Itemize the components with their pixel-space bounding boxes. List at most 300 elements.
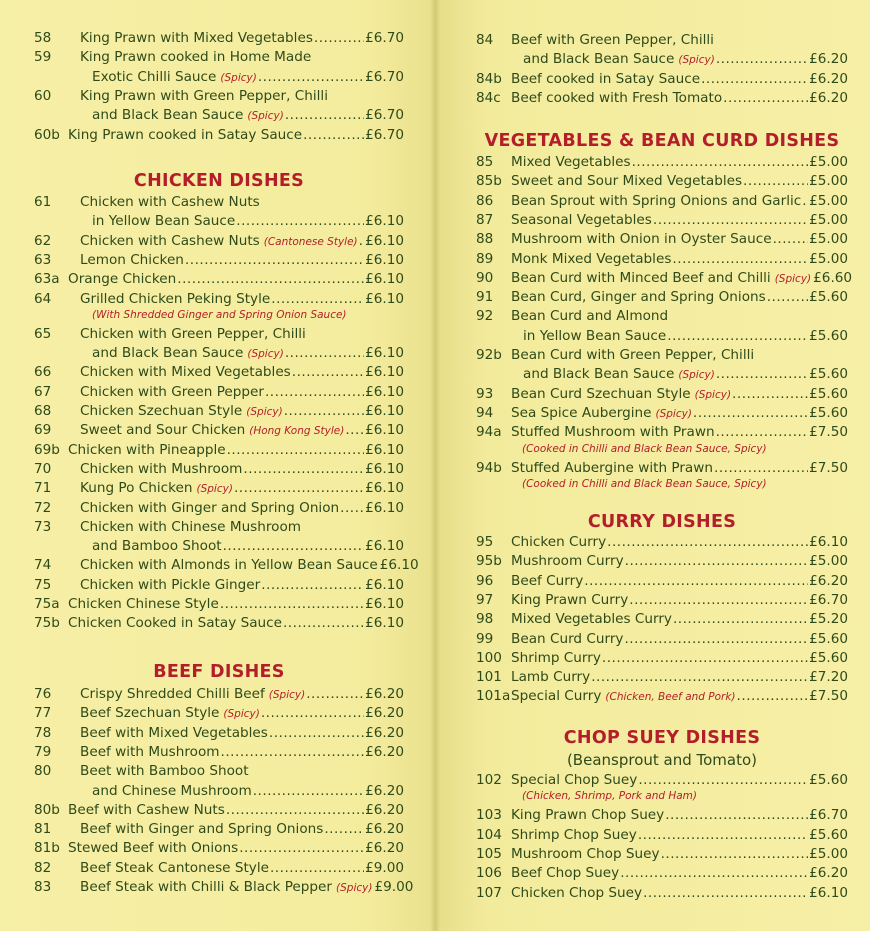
dot-leader: [773, 230, 808, 249]
item-name: Shrimp Chop Suey: [511, 826, 637, 843]
item-tag: (Spicy): [220, 71, 257, 84]
item-price: £5.00: [809, 231, 848, 248]
item-price: £6.10: [809, 884, 848, 901]
item-name: and Black Bean Sauce: [92, 345, 244, 362]
item-price: £5.60: [809, 772, 848, 788]
item-text: [80, 232, 404, 252]
item-number: 71: [34, 480, 52, 497]
item-number: 97: [476, 591, 494, 608]
item-name: Lamb Curry: [511, 669, 591, 686]
dot-leader: [591, 668, 808, 687]
dot-leader: [716, 50, 808, 69]
item-text: [68, 126, 404, 145]
item-tag: (Chicken, Beef and Pork): [605, 691, 736, 704]
dot-leader: [227, 441, 364, 460]
item-name: Mixed Vegetables Curry: [511, 611, 672, 628]
dot-leader: [665, 806, 808, 825]
chicken-heading: CHICKEN DISHES: [133, 171, 305, 191]
item-text: [80, 193, 404, 212]
dot-leader: [284, 402, 364, 421]
item-number: 84: [476, 32, 494, 48]
item-name: Beet with Bamboo Shoot: [80, 763, 249, 780]
item-number: 95b: [476, 553, 502, 570]
item-name: Exotic Chilli Sauce: [92, 68, 217, 85]
item-text: [511, 89, 848, 108]
item-price: £6.10: [379, 557, 419, 574]
item-name: Chicken with Green Pepper: [80, 383, 264, 400]
item-number: 60b: [34, 126, 60, 143]
dot-leader: [271, 290, 364, 309]
dot-leader: [226, 801, 364, 820]
menu-item: [34, 441, 404, 460]
item-text: [92, 212, 404, 231]
menu-item: [34, 479, 404, 498]
menu-item: [476, 864, 848, 883]
item-name: Chicken with Pickle Ginger: [80, 576, 261, 593]
item-name: Beef with Cashew Nuts: [68, 801, 225, 818]
dot-leader: [261, 704, 364, 723]
menu-item: [34, 801, 404, 820]
menu-item: [34, 743, 404, 762]
item-number: 68: [34, 403, 52, 419]
item-price: £6.10: [365, 232, 404, 249]
item-tag: (Spicy): [268, 689, 306, 701]
item-text: [511, 288, 848, 307]
item-name: Chicken Chop Suey: [511, 884, 643, 901]
item-price: £6.10: [365, 499, 404, 516]
item-text: [80, 479, 404, 499]
item-text: [80, 383, 404, 402]
dot-leader: [223, 537, 364, 556]
menu-item: [34, 724, 404, 743]
item-price: £7.20: [809, 669, 848, 686]
item-number: 102: [476, 772, 502, 788]
dot-leader: [629, 591, 808, 610]
item-text: [80, 48, 404, 67]
item-name: Beef cooked in Satay Sauce: [511, 70, 701, 87]
item-price: £6.10: [365, 213, 404, 230]
item-number: 96: [476, 572, 494, 589]
item-name: Chicken with Chinese Mushroom: [80, 518, 302, 535]
menu-item-line1: [476, 31, 848, 50]
item-price: £6.10: [365, 383, 404, 400]
item-text: [80, 87, 404, 106]
menu-item: [34, 363, 404, 382]
menu-item: [34, 421, 404, 440]
item-name: Monk Mixed Vegetables: [511, 250, 672, 267]
item-number: 77: [34, 705, 52, 722]
item-number: 65: [34, 325, 52, 342]
menu-item: [476, 50, 848, 69]
dot-leader: [602, 649, 808, 668]
item-text: [92, 344, 404, 364]
dot-leader: [234, 479, 364, 498]
menu-item: [476, 459, 848, 478]
item-number: 79: [34, 743, 52, 760]
dot-leader: [303, 126, 364, 145]
item-number: 62: [34, 232, 52, 249]
item-price: £5.60: [809, 327, 848, 344]
item-number: 101a: [476, 688, 511, 705]
item-number: 67: [34, 383, 52, 400]
item-text: [80, 290, 404, 309]
menu-item: [34, 685, 404, 704]
item-text: [511, 31, 848, 50]
menu-item: [476, 385, 848, 404]
menu-item: [476, 610, 848, 629]
item-price: £6.10: [365, 441, 404, 458]
item-number: 76: [34, 686, 52, 702]
item-tag: (Spicy): [678, 369, 715, 382]
item-text: [511, 630, 848, 649]
item-name: Stuffed Aubergine with Prawn: [511, 459, 713, 476]
item-number: 75b: [34, 615, 60, 632]
menu-item: [34, 383, 404, 402]
item-price: £6.70: [365, 30, 404, 46]
item-number: 69b: [34, 441, 60, 458]
dot-leader: [236, 212, 364, 231]
item-name: and Bamboo Shoot: [92, 538, 222, 555]
item-name: in Yellow Bean Sauce: [523, 327, 667, 344]
item-number: 58: [34, 30, 52, 46]
item-text: [80, 402, 404, 422]
item-number: 85: [476, 154, 494, 170]
menu-item-line1: [476, 307, 848, 326]
dot-leader: [737, 687, 809, 706]
dot-leader: [292, 363, 364, 382]
item-name: Bean Curd, Ginger and Spring Onions: [511, 289, 766, 306]
menu-item: [34, 499, 404, 518]
item-name: Beef with Green Pepper, Chilli: [511, 32, 714, 48]
item-number: 69: [34, 422, 52, 439]
dot-leader: [306, 685, 364, 704]
menu-item: [476, 192, 848, 211]
item-number: 106: [476, 865, 502, 882]
item-number: 73: [34, 518, 52, 535]
item-text: [511, 230, 848, 249]
menu-item: [34, 820, 404, 839]
item-price: £6.20: [365, 821, 404, 838]
item-number: 90: [476, 269, 494, 286]
item-price: £5.60: [809, 630, 848, 647]
item-name: Orange Chicken: [68, 271, 177, 288]
dot-leader: [624, 630, 808, 649]
item-price: £5.60: [809, 385, 848, 402]
menu-item: [34, 704, 404, 723]
item-name: Beef Steak Cantonese Style: [80, 859, 269, 876]
menu-item: [34, 460, 404, 479]
item-price: £7.50: [809, 459, 848, 476]
item-price: £6.10: [365, 422, 404, 439]
menu-item: [34, 251, 404, 270]
item-price: £6.10: [365, 364, 404, 381]
item-name: Mushroom Chop Suey: [511, 845, 660, 862]
item-name: Bean Curd Curry: [511, 630, 624, 647]
item-price: £6.10: [365, 596, 404, 612]
menu-item-line1: [34, 48, 404, 67]
item-price: £5.60: [809, 404, 848, 421]
item-name: Chicken with Cashew Nuts: [80, 232, 260, 249]
menu-item: [476, 365, 848, 384]
item-text: [68, 614, 404, 633]
dot-leader: [359, 232, 364, 251]
item-text: [511, 172, 848, 191]
item-price: £9.00: [374, 879, 414, 895]
dot-leader: [345, 421, 364, 440]
menu-item-line1: [34, 762, 404, 781]
dot-leader: [283, 614, 364, 633]
dot-leader: [638, 826, 808, 845]
item-text: [511, 250, 848, 269]
item-price: £6.20: [365, 686, 404, 702]
item-price: £6.70: [365, 107, 404, 124]
item-price: £6.10: [365, 615, 404, 632]
item-price: £5.00: [809, 192, 848, 209]
item-tag: (Spicy): [247, 348, 284, 361]
item-tag: (Spicy): [655, 407, 692, 420]
item-name: King Prawn cooked in Satay Sauce: [68, 126, 303, 143]
item-text: [511, 192, 848, 211]
dot-leader: [723, 89, 808, 108]
item-price: £5.60: [809, 289, 848, 306]
item-number: 75a: [34, 596, 60, 612]
item-text: [92, 782, 404, 801]
item-text: [511, 771, 848, 790]
item-price: £6.10: [365, 403, 404, 419]
item-text: [511, 70, 848, 89]
item-number: 59: [34, 49, 52, 66]
item-name: Chicken Chinese Style: [68, 596, 219, 612]
menu-item: [476, 327, 848, 346]
item-text: [68, 441, 404, 460]
dot-leader: [716, 365, 808, 384]
dot-leader: [661, 845, 809, 864]
item-number: 86: [476, 192, 494, 209]
dot-leader: [716, 423, 809, 442]
item-price: £6.20: [365, 705, 404, 722]
dot-leader: [732, 385, 808, 404]
item-text: [511, 533, 848, 552]
menu-item: [476, 630, 848, 649]
item-name: Beef cooked with Fresh Tomato: [511, 89, 723, 106]
item-text: [80, 421, 404, 441]
item-text: [511, 591, 848, 610]
item-number: 84b: [476, 70, 502, 87]
menu-item: [476, 211, 848, 230]
item-number: 92: [476, 308, 494, 325]
item-name: King Prawn Chop Suey: [511, 807, 665, 824]
item-name: Beef Curry: [511, 572, 584, 589]
item-name: Beef Szechuan Style: [80, 705, 220, 722]
item-number: 72: [34, 499, 52, 516]
dot-leader: [667, 327, 808, 346]
item-number: 75: [34, 576, 52, 593]
item-price: £6.10: [365, 345, 404, 362]
item-name: and Black Bean Sauce: [523, 366, 675, 383]
item-name: Chicken with Ginger and Spring Onion: [80, 499, 340, 516]
item-text: [92, 537, 404, 556]
item-text: [511, 459, 848, 478]
menu-item: [476, 687, 848, 706]
item-name: Seasonal Vegetables: [511, 211, 652, 228]
dot-leader: [185, 251, 364, 270]
item-number: 100: [476, 649, 502, 666]
item-number: 104: [476, 826, 502, 843]
item-name: Bean Curd and Almond: [511, 308, 669, 325]
menu-item: [34, 402, 404, 421]
item-price: £6.10: [365, 480, 404, 497]
menu-item-line1: [34, 193, 404, 212]
item-tag: (Spicy): [246, 406, 283, 418]
item-text: [80, 859, 404, 878]
item-text: [80, 29, 404, 48]
right-page: [435, 0, 870, 931]
item-text: [68, 270, 404, 289]
item-number: 91: [476, 289, 494, 306]
menu-item: [34, 106, 404, 125]
dot-leader: [673, 610, 808, 629]
item-text: [511, 610, 848, 629]
item-tag: (Spicy): [774, 272, 812, 285]
item-text: [92, 106, 404, 126]
item-name: Lemon Chicken: [80, 251, 184, 268]
menu-item: [476, 668, 848, 687]
item-text: [511, 864, 848, 883]
item-price: £6.20: [365, 743, 404, 760]
item-name: King Prawn cooked in Home Made: [80, 49, 312, 66]
item-number: 94a: [476, 424, 502, 441]
item-tag: (Spicy): [694, 388, 732, 401]
item-text: [80, 685, 404, 705]
menu-item: [34, 859, 404, 878]
item-name: Shrimp Curry: [511, 649, 601, 666]
item-text: [511, 211, 848, 230]
item-text: [511, 346, 848, 365]
item-number: 82: [34, 859, 52, 876]
item-tag: (Spicy): [223, 708, 260, 721]
item-price: £6.20: [365, 801, 404, 818]
item-number: 93: [476, 385, 494, 402]
item-tag: (Cantonese Style): [263, 235, 358, 248]
menu-item: [476, 70, 848, 89]
dot-leader: [285, 344, 364, 363]
dot-leader: [802, 192, 808, 211]
dot-leader: [743, 172, 808, 191]
menu-item: [34, 537, 404, 556]
menu-item: [34, 878, 414, 897]
dot-leader: [270, 859, 364, 878]
item-price: £6.70: [809, 807, 848, 824]
menu-item: [476, 649, 848, 668]
menu-item: [34, 126, 404, 145]
item-number: 89: [476, 250, 494, 267]
item-name: Chicken with Mushroom: [80, 460, 243, 477]
dot-leader: [714, 459, 808, 478]
item-name: Grilled Chicken Peking Style: [80, 290, 271, 307]
item-text: [511, 269, 853, 289]
item-note: (Chicken, Shrimp, Pork and Ham): [522, 790, 698, 803]
item-text: [511, 649, 848, 668]
item-number: 83: [34, 879, 52, 895]
item-price: £5.00: [809, 845, 848, 862]
item-name: Sweet and Sour Chicken: [80, 422, 246, 439]
item-price: £6.70: [365, 68, 404, 85]
item-name: Mixed Vegetables: [511, 154, 631, 170]
item-number: 81b: [34, 840, 60, 857]
item-price: £5.00: [809, 154, 848, 170]
menu-item: [34, 290, 404, 309]
item-name: Chicken Cooked in Satay Sauce: [68, 615, 282, 632]
item-tag: (Spicy): [196, 483, 233, 496]
item-number: 94: [476, 404, 494, 421]
menu-item: [476, 89, 848, 108]
item-text: [511, 307, 848, 326]
menu-item: [476, 533, 848, 552]
item-price: £9.00: [365, 859, 404, 876]
item-name: Beef with Mushroom: [80, 743, 220, 760]
item-text: [511, 687, 848, 707]
item-name: Bean Curd Szechuan Style: [511, 385, 691, 402]
menu-item: [34, 595, 404, 614]
item-price: £6.20: [809, 572, 848, 589]
item-price: £5.00: [809, 173, 848, 190]
item-name: Beef Chop Suey: [511, 865, 620, 882]
item-name: Beef Steak with Chilli & Black Pepper: [80, 879, 333, 895]
item-price: £6.20: [365, 840, 404, 857]
menu-item: [34, 232, 404, 251]
item-text: [80, 576, 404, 595]
item-name: Beef with Mixed Vegetables: [80, 724, 268, 741]
dot-leader: [177, 270, 364, 289]
item-price: £7.50: [809, 424, 848, 441]
menu-item: [34, 614, 404, 633]
item-name: Chicken Curry: [511, 534, 607, 550]
dot-leader: [269, 724, 364, 743]
item-number: 63a: [34, 271, 60, 288]
item-text: [511, 572, 848, 591]
dot-leader: [285, 106, 364, 125]
item-number: 99: [476, 630, 494, 647]
item-price: £5.60: [809, 366, 848, 383]
menu-item: [34, 29, 404, 48]
item-number: 107: [476, 884, 502, 901]
item-name: King Prawn with Mixed Vegetables: [80, 30, 313, 46]
dot-leader: [620, 864, 808, 883]
dot-leader: [324, 820, 364, 839]
menu-item: [34, 839, 404, 858]
item-text: [511, 423, 848, 442]
dot-leader: [767, 288, 808, 307]
dot-leader: [258, 68, 364, 87]
beef-heading: BEEF DISHES: [153, 662, 285, 682]
item-text: [511, 552, 848, 571]
item-text: [523, 50, 848, 70]
item-number: 85b: [476, 173, 502, 190]
chop-suey-subheading: (Beansprout and Tomato): [566, 751, 758, 769]
item-tag: (Spicy): [678, 54, 715, 67]
item-price: £5.20: [809, 611, 848, 628]
menu-item: [34, 576, 404, 595]
dot-leader: [632, 153, 809, 172]
menu-item: [476, 404, 848, 423]
item-text: [80, 325, 404, 344]
menu-item: [476, 288, 848, 307]
item-price: £6.20: [809, 865, 848, 882]
dot-leader: [638, 771, 808, 790]
item-price: £6.20: [809, 51, 848, 68]
item-name: Stewed Beef with Onions: [68, 840, 239, 857]
item-price: £6.60: [813, 269, 853, 286]
